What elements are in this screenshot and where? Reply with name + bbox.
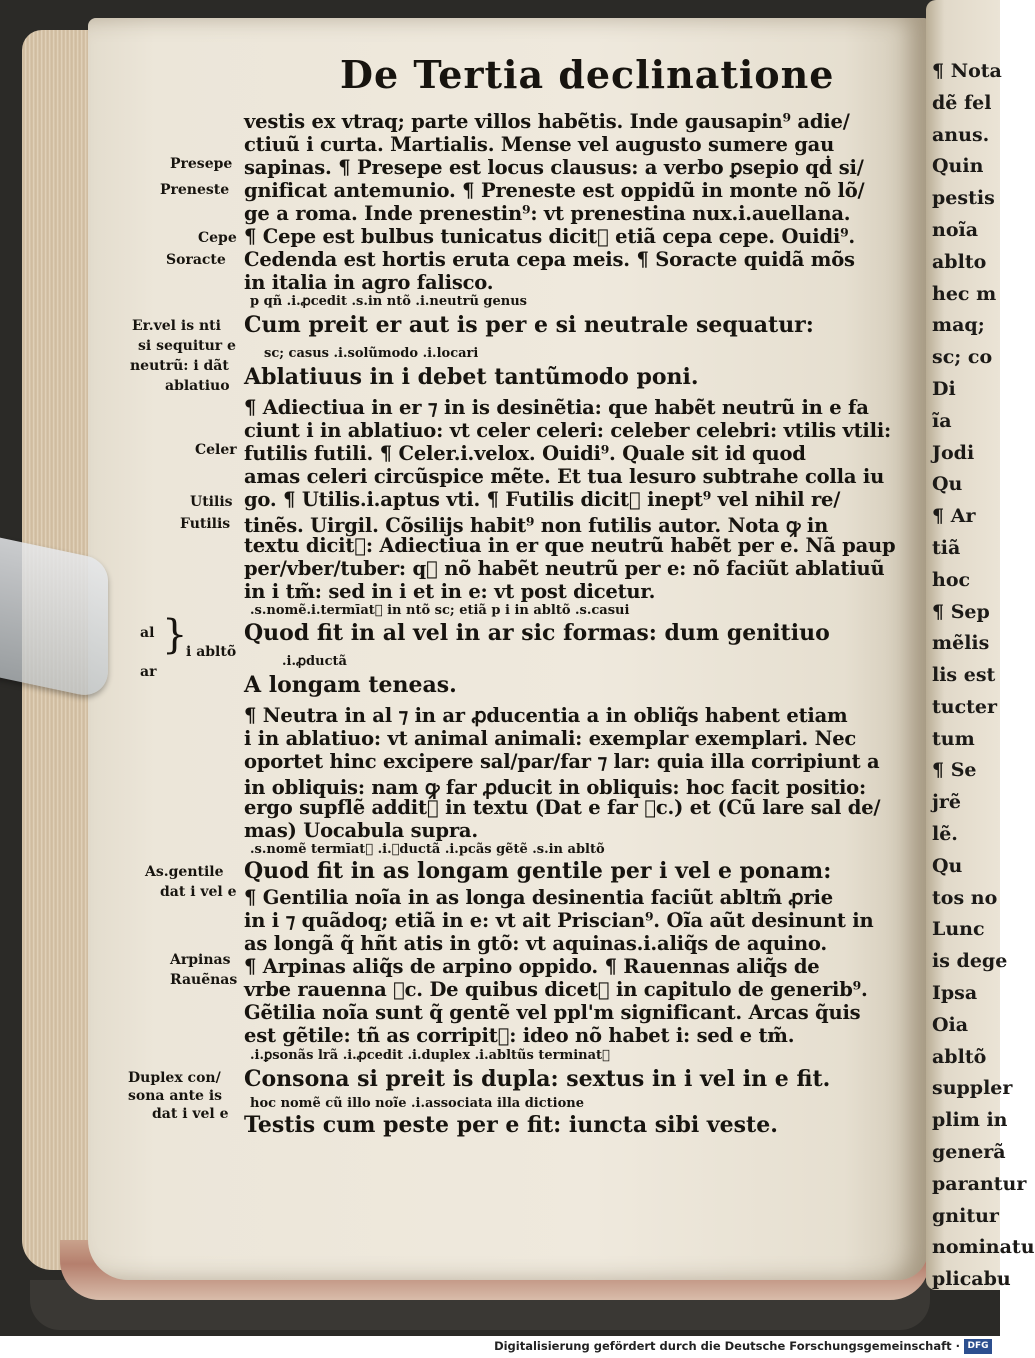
margin-note: Preneste xyxy=(160,182,230,198)
facing-page-fragment: maq; xyxy=(932,314,985,337)
margin-note: Er.vel is nti xyxy=(132,318,221,334)
text-line: ciunt i in ablatiuo: vt celer celeri: celeber celebri: vtilis vtili: xyxy=(244,419,892,442)
margin-note: dat i vel e xyxy=(160,884,237,900)
facing-page-fragment: ¶ Se xyxy=(932,759,977,782)
text-line: go. ¶ Utilis.i.aptus vti. ¶ Futilis dicit᷑ inept⁹ vel nihil re/ xyxy=(244,488,841,511)
interlinear-gloss: p qñ .i.ꝓcedit .s.in ntõ .i.neutrũ genus xyxy=(250,294,528,309)
facing-page-fragment: ¶ Ar xyxy=(932,505,976,528)
facing-page-fragment: hoc xyxy=(932,568,971,591)
text-line: oportet hinc excipere sal/par/far ⁊ lar: quia illa corripiunt a xyxy=(244,750,880,773)
facing-page-fragment: lẽ. xyxy=(932,823,958,846)
facing-page-fragment: hec m xyxy=(932,282,997,305)
text-line: amas celeri circũspice mẽte. Et tua lesuro subtrahe colla iu xyxy=(244,465,885,488)
margin-note: Cepe xyxy=(198,230,237,246)
facing-page-fragment: tiã xyxy=(932,536,961,559)
verse-line: Consona si preit is dupla: sextus in i vel in e fit. xyxy=(244,1066,831,1092)
margin-note: neutrũ: i dãt xyxy=(130,358,229,374)
text-line: gnificat antemunio. ¶ Preneste est oppidũ in monte nõ lõ/ xyxy=(244,179,865,202)
interlinear-gloss: .s.nomẽ.i.termīat᷑ in ntõ sc; etiã p i in abltõ .s.casui xyxy=(250,603,630,618)
facing-page-fragment: pestis xyxy=(932,187,995,210)
facing-page-fragment: plim in xyxy=(932,1109,1008,1132)
facing-page-fragment: Qu xyxy=(932,854,963,877)
facing-page-fragment: anus. xyxy=(932,123,990,146)
text-line: ¶ Adiectiua in er ⁊ in is desinẽtia: que habẽt neutrũ in e fa xyxy=(244,396,869,419)
facing-page-fragment: noĩa xyxy=(932,218,979,241)
margin-note: Celer xyxy=(195,442,237,458)
text-line: vrbe rauenna ⁊c. De quibus dicet᷑ in capitulo de generib⁹. xyxy=(244,978,868,1001)
text-line: ¶ Neutra in al ⁊ in ar ꝓducentia a in obliq̃s habent etiam xyxy=(244,704,848,727)
interlinear-gloss: sc; casus .i.solũmodo .i.locari xyxy=(264,346,479,361)
interlinear-gloss: hoc nomẽ cũ illo noĩe .i.associata illa dictione xyxy=(250,1096,585,1111)
margin-note: Duplex con/ xyxy=(128,1070,221,1086)
text-line: mas) Uocabula supra. xyxy=(244,819,478,842)
dfg-logo: DFG xyxy=(964,1339,992,1354)
text-line: ¶ Arpinas aliq̃s de arpino oppido. ¶ Rauennas aliq̃s de xyxy=(244,955,820,978)
margin-note: Utilis xyxy=(190,494,233,510)
margin-note: dat i vel e xyxy=(152,1106,229,1122)
facing-page-fragment: tos no xyxy=(932,886,998,909)
interlinear-gloss: .i.ꝑsonãs lrã .i.ꝓcedit .i.duplex .i.abltũs terminat᷑ xyxy=(250,1048,610,1063)
facing-page-fragment: mẽlis xyxy=(932,632,990,655)
margin-note: Presepe xyxy=(170,156,233,172)
text-line: ergo supflẽ addit᷑ in textu (Dat e far ⁊c.) et (Cũ lare sal de/ xyxy=(244,796,881,819)
page-clip xyxy=(0,535,108,700)
interlinear-gloss: .i.ꝓductã xyxy=(282,654,347,669)
facing-page-fragment: Qu xyxy=(932,473,963,496)
facing-page xyxy=(926,0,1035,1291)
facing-page-fragment: tum xyxy=(932,727,975,750)
facing-page-fragment: plicabu xyxy=(932,1268,1011,1291)
facing-page-fragment: generã xyxy=(932,1141,1006,1164)
facing-page-fragment: sc; co xyxy=(932,346,993,369)
text-line: in obliquis: nam ꝙ far ꝓducit in obliquis: hoc facit positio: xyxy=(244,776,866,799)
text-line: in italia in agro falisco. xyxy=(244,271,494,294)
page-heading: De Tertia declinatione xyxy=(340,52,835,97)
verse-line: A longam teneas. xyxy=(244,672,457,698)
margin-note: Arpinas xyxy=(170,952,231,968)
facing-page-fragment: jrẽ xyxy=(932,791,961,814)
facing-page-fragment: gnitur xyxy=(932,1204,999,1227)
text-line: ge a roma. Inde prenestin⁹: vt prenestina nux.i.auellana. xyxy=(244,202,851,225)
text-line: in i tm̃: sed in i et in e: vt post dicetur. xyxy=(244,580,656,603)
text-line: ¶ Gentilia noĩa in as longa desinentia faciũt abltm̃ ꝓrie xyxy=(244,886,833,909)
facing-page-fragment: ¶ Sep xyxy=(932,600,990,623)
margin-note: Soracte xyxy=(166,252,226,268)
facing-page-fragment: Di xyxy=(932,377,956,400)
facing-page-fragment: tucter xyxy=(932,695,998,718)
facing-page-fragment: lis est xyxy=(932,664,996,687)
brace-mark: } xyxy=(162,612,188,658)
verse-line: Quod fit in as longam gentile per i vel e ponam: xyxy=(244,858,832,884)
facing-page-fragment: Quin xyxy=(932,155,984,178)
margin-note: Rauẽnas xyxy=(170,972,238,988)
facing-page-fragment: Lunc xyxy=(932,918,985,941)
facing-page-fragment: suppler xyxy=(932,1077,1013,1100)
text-line: Cedenda est hortis eruta cepa meis. ¶ Soracte quidã mõs xyxy=(244,248,855,271)
facing-page-fragment: is dege xyxy=(932,950,1008,973)
text-line: futilis futili. ¶ Celer.i.velox. Ouidi⁹. Quale sit id quod xyxy=(244,442,806,465)
text-line: textu dicit᷑: Adiectiua in er que neutrũ habẽt per e. Nã paup xyxy=(244,534,896,557)
facing-page-fragment: nominatu xyxy=(932,1236,1035,1259)
facing-page-fragment: parantur xyxy=(932,1172,1027,1195)
facing-page-fragment: ĩa xyxy=(932,409,952,432)
text-line: in i ⁊ quãdoq; etiã in e: vt ait Priscian⁹. Oĩa aũt desinunt in xyxy=(244,909,874,932)
digitization-credit: Digitalisierung gefördert durch die Deutsche Forschungsgemeinschaft · xyxy=(494,1339,960,1353)
facing-page-fragment: ablto xyxy=(932,250,987,273)
facing-page-fragment: ¶ Nota xyxy=(932,60,1002,82)
facing-page-fragment: Jodi xyxy=(932,441,975,464)
margin-note: sona ante is xyxy=(128,1088,223,1104)
verse-line: Testis cum peste per e fit: iuncta sibi veste. xyxy=(244,1112,778,1138)
margin-note: i abltõ xyxy=(186,644,237,660)
verse-line: Ablatiuus in i debet tantũmodo poni. xyxy=(244,364,699,390)
margin-note: si sequitur e xyxy=(138,338,236,354)
verse-line: Cum preit er aut is per e si neutrale sequatur: xyxy=(244,312,814,338)
facing-page-fragment: abltõ xyxy=(932,1045,987,1068)
text-line: Gẽtilia noĩa sunt q̃ gentẽ vel ppl'm significant. Arcas q̃uis xyxy=(244,1001,861,1024)
margin-note: ablatiuo xyxy=(165,378,230,394)
margin-note: Futilis xyxy=(180,516,231,532)
margin-note: al xyxy=(140,625,155,641)
text-line: sapinas. ¶ Presepe est locus clausus: a verbo ꝑsepio qḋ si/ xyxy=(244,156,864,179)
interlinear-gloss: .s.nomẽ termīat᷑ .i.ꝓductã .i.pcãs gẽtẽ .s.in abltõ xyxy=(250,842,605,857)
text-line: vestis ex vtraq; parte villos habẽtis. Inde gausapin⁹ adie/ xyxy=(244,110,850,133)
text-line: as longã q̃ hñt atis in gtõ: vt aquinas.i.aliq̃s de aquino. xyxy=(244,932,827,955)
text-line: est gẽtile: tñ as corripit᷑: ideo nõ habet i: sed e tm̃. xyxy=(244,1024,795,1047)
verse-line: Quod fit in al vel in ar sic formas: dum genitiuo xyxy=(244,620,830,646)
facing-page-fragment: Oia xyxy=(932,1013,969,1036)
text-line: ctiuũ i curta. Martialis. Mense vel augusto sumere gau xyxy=(244,133,835,156)
facing-page-fragment: Ipsa xyxy=(932,982,978,1005)
text-line: i in ablatiuo: vt animal animali: exemplar exemplari. Nec xyxy=(244,727,857,750)
text-line: tinẽs. Uirgil. Cõsilijs habit⁹ non futilis autor. Nota ꝙ in xyxy=(244,514,829,537)
text-line: per/vber/tuber: q᷑ nõ habẽt neutrũ per e: nõ faciũt ablatiuũ xyxy=(244,557,885,580)
margin-note: As.gentile xyxy=(145,864,224,880)
margin-note: ar xyxy=(140,664,157,680)
facing-page-fragment: dẽ fel xyxy=(932,91,992,114)
text-line: ¶ Cepe est bulbus tunicatus dicit᷑ etiã cepa cepe. Ouidi⁹. xyxy=(244,225,856,248)
